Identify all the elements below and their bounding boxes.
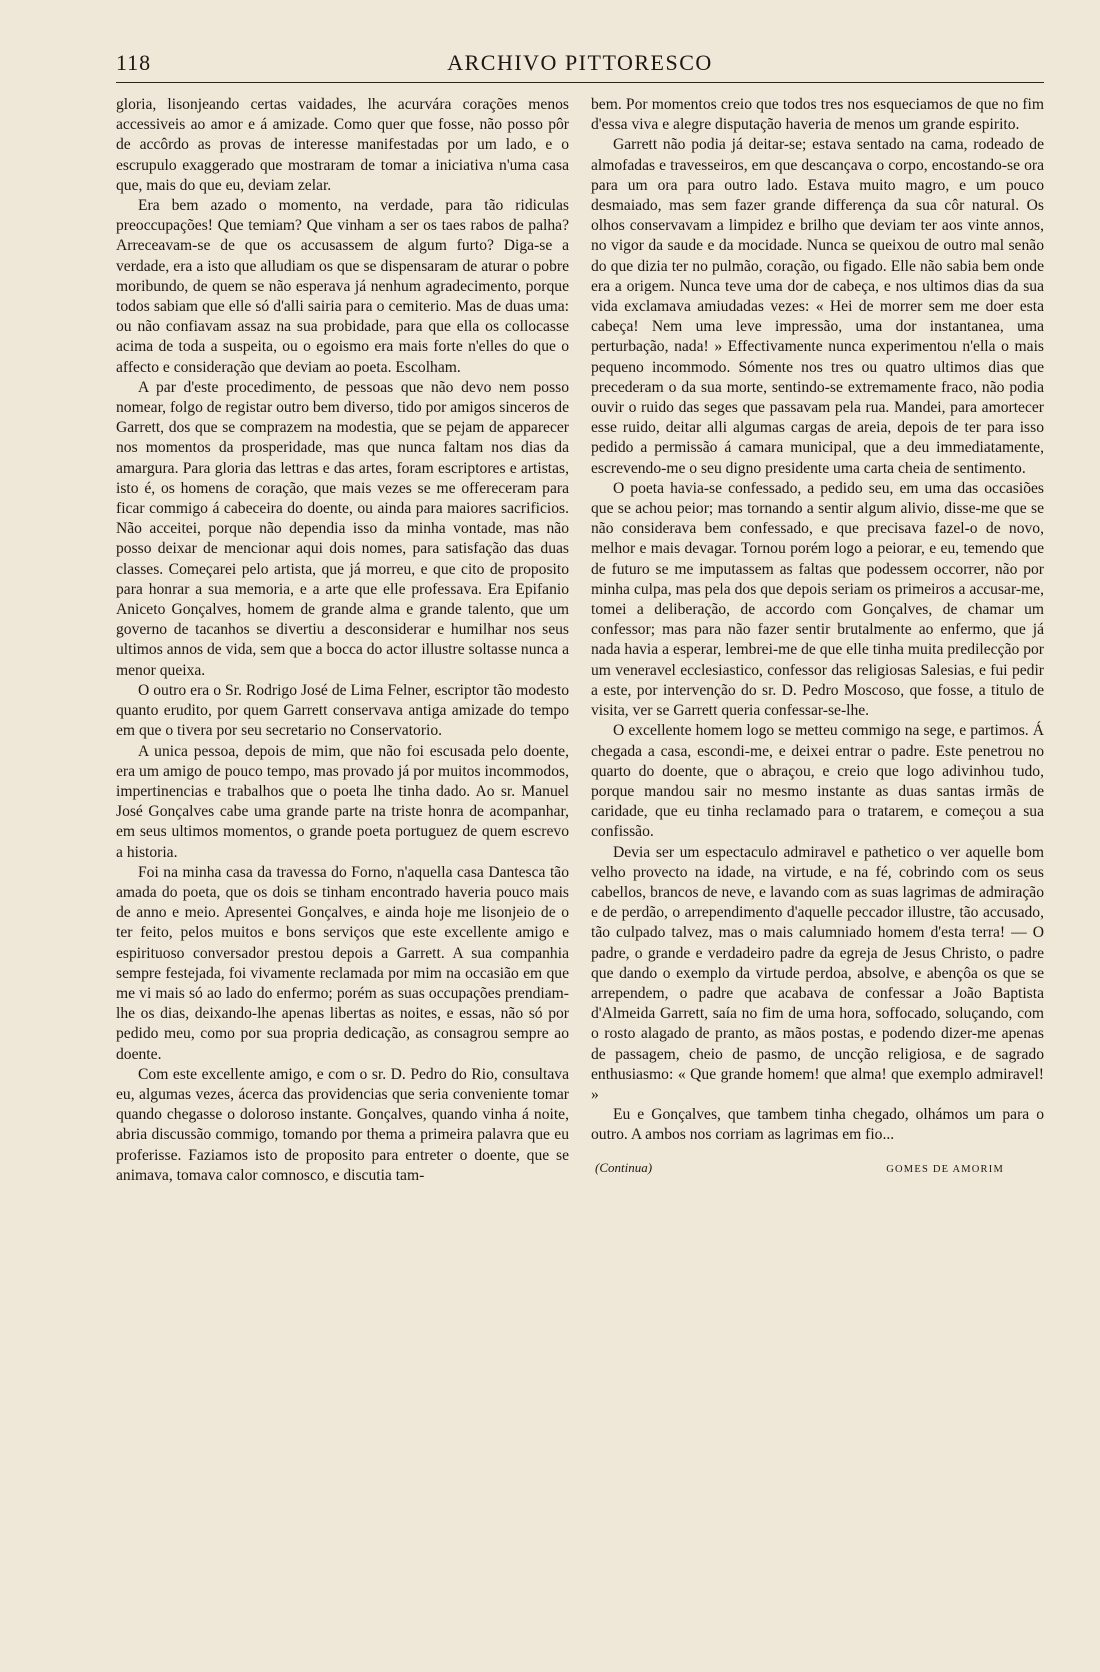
continua-note: (Continua) <box>595 1159 653 1175</box>
paragraph: Devia ser um espectaculo admiravel e pathetico o ver aquelle bom velho provecto na idade, na virtude, e na fé, cobrindo com os seus cabellos, brancos de neve, e lavando com as suas lagrimas de admiração e de perdão, o arrependimento d'aquelle peccador illustre, tão accusado, tão culpado talvez, mas o mais calumniado homem d'esta terra! — O padre, o grande e verdadeiro padre da egreja de Jesus Christo, o padre que dando o exemplo da virtude perdoa, absolve, e abençôa os que se arrependem, o padre que acabava de confessar a João Baptista d'Almeida Garrett, saía no fim de uma hora, soffocado, soluçando, com o rosto alagado de pranto, as mãos postas, e podendo dizer-me apenas de passagem, cheio de pasmo, de uncção religiosa, e de sagrado enthusiasmo: « Que grande homem! que alma! que exemplo admiravel! » <box>591 843 1044 1103</box>
paragraph: Eu e Gonçalves, que tambem tinha chegado, olhámos um para o outro. A ambos nos corriam as lagrimas em fio... <box>591 1106 1044 1144</box>
paragraph: O outro era o Sr. Rodrigo José de Lima Felner, escriptor tão modesto quanto erudito, por quem Garrett conservava antiga amizade do tempo em que o tivera por seu secretario no Conservatorio. <box>116 681 569 740</box>
paragraph: gloria, lisonjeando certas vaidades, lhe acurvára corações menos accessiveis ao amor e á amizade. Como quer que fosse, não posso pôr de accôrdo as provas de interesse manifestadas por um lado, e o escrupulo exaggerado que mostraram de tomar a iniciativa n'uma casa que, mais do que eu, deviam zelar. <box>116 96 569 194</box>
text-columns <box>116 95 1044 1186</box>
right-column <box>591 95 1044 1186</box>
paragraph: O poeta havia-se confessado, a pedido seu, em uma das occasiões que se achou peior; mas tornando a sentir algum alivio, disse-me que se não considerava bem confessado, e que precisava fazel-o de novo, melhor e mais devagar. Tornou porém logo a peiorar, e eu, temendo que de futuro se me imputassem as faltas que podessem occorrer, não por minha culpa, mas pela dos que depois seriam os primeiros a accusar-me, tomei a deliberação, de accordo com Gonçalves, de chamar um confessor; mas para não fazer sentir brutalmente ao enfermo, que já nada havia a esperar, lembrei-me de que elle tinha muita predilecção por um veneravel ecclesiastico, confessor das religiosas Salesias, e fui pedir a este, por intervenção do sr. D. Pedro Moscoso, que fosse, a titulo de visita, ver se Garrett queria confessar-se-lhe. <box>591 479 1044 720</box>
paragraph: Foi na minha casa da travessa do Forno, n'aquella casa Dantesca tão amada do poeta, que os dois se tinham encontrado haveria pouco mais de anno e meio. Apresentei Gonçalves, e ainda hoje me lisonjeio de o ter feito, pelos muitos e bons serviços que este excellente amigo e espirituoso conversador prestou depois a Garrett. A sua companhia sempre festejada, foi vivamente reclamada por mim na occasião em que me vi mais só ao lado do enfermo; porém as suas occupações prendiam-lhe os dias, deixando-lhe apenas libertas as noites, e essas, não só por pedido meu, como por sua propria dedicação, as consagrou sempre ao doente. <box>116 863 569 1063</box>
left-column <box>116 95 569 1186</box>
page-number: 118 <box>116 50 152 75</box>
right-column-paragraphs <box>591 95 1044 1146</box>
paragraph: Era bem azado o momento, na verdade, para tão ridiculas preoccupações! Que temiam? Que vinham a ser os taes rabos de palha? Arreceavam-se de que os accusassem de algum furto? Diga-se a verdade, era a isto que alludiam os que se dispensaram de aturar o pobre moribundo, de quem se não esperava já nenhum agradecimento, porque todos sabiam que elle só d'alli sairia para o cemiterio. Mas de duas uma: ou não confiavam assaz na sua probidade, para que ella os collocasse acima de toda a suspeita, ou o egoismo era mais forte n'elles do que o affecto e consideração que deviam ao poeta. Escolham. <box>116 197 569 376</box>
paragraph: O excellente homem logo se metteu commigo na sege, e partimos. Á chegada a casa, escondi-me, e deixei entrar o padre. Este penetrou no quarto do doente, que o abraçou, e creio que logo adivinhou tudo, porque mandou sair no mesmo instante as duas santas irmãs de caridade, que eu tinha reclamado para o tratarem, e começou a sua confissão. <box>591 722 1044 841</box>
paragraph: bem. Por momentos creio que todos tres nos esqueciamos de que no fim d'essa viva e alegre disputação haveria de menos um grande espirito. <box>591 96 1044 134</box>
paragraph: Com este excellente amigo, e com o sr. D. Pedro do Rio, consultava eu, algumas vezes, ácerca das providencias que seria conveniente tomar quando chegasse o doloroso instante. Gonçalves, quando vinha á noite, abria discussão commigo, tomando por thema a primeira palavra que eu proferisse. Faziamos isto de proposito para entreter o doente, que se animava, tomava calor comnosco, e discutia tam- <box>116 1065 569 1184</box>
page-header <box>116 42 1044 83</box>
paragraph: Garrett não podia já deitar-se; estava sentado na cama, rodeado de almofadas e travesseiros, em que descançava o corpo, encostando-se ora para um ora para outro lado. Estava muito magro, e um pouco desmaiado, mas sem fazer grande differença da sua côr natural. Os olhos conservavam a limpidez e brilho que deviam ter aos vinte annos, no vigor da saude e da mocidade. Nunca se queixou de outro mal senão do que dizia ter no pulmão, coração, ou figado. Elle não sabia bem onde era a origem. Nunca teve uma dor de cabeça, e nos ultimos dias da sua vida exclamava amiudadas vezes: « Hei de morrer sem me doer esta cabeça! Nem uma leve impressão, uma dor instantanea, uma perturbação, nada! » Effectivamente nunca experimentou n'ella o mais pequeno incommodo. Sómente nos tres ou quatro ultimos dias que precederam o da sua morte, sentindo-se extremamente fraco, não podia ouvir o ruido das seges que passavam pela rua. Mandei, para amortecer esse ruido, deitar alli algumas cargas de areia, depois de ter para isso pedido a permissão á camara municipal, que a deu immediatamente, escrevendo-me o seu digno presidente uma carta cheia de sentimento. <box>591 136 1044 477</box>
running-title: ARCHIVO PITTORESCO <box>447 50 713 75</box>
article-footer <box>591 1160 1044 1176</box>
paragraph: A par d'este procedimento, de pessoas que não devo nem posso nomear, folgo de registar outro bem diverso, tido por amigos sinceros de Garrett, dos que se comprazem na modestia, que se pejam de apparecer nos momentos da prosperidade, mas que nunca faltam nos dias da amargura. Para gloria das lettras e das artes, foram escriptores e artistas, isto é, os homens de coração, que mais vezes se me offereceram para ficar commigo á cabeceira do doente, ou ainda para maiores sacrificios. Não acceitei, porque não dependia isso da minha vontade, mas não posso deixar de mencionar aqui dois nomes, para satisfação das duas classes. Começarei pelo artista, que já morreu, e que cito de proposito para honrar a sua memoria, e a arte que elle professava. Era Epifanio Aniceto Gonçalves, homem de grande alma e grande talento, que um governo de tacanhos se divertiu a desconsiderar e humilhar nos seus ultimos annos de vida, sem que a bocca do actor illustre soltasse nunca a menor queixa. <box>116 378 569 679</box>
paragraph: A unica pessoa, depois de mim, que não foi escusada pelo doente, era um amigo de pouco tempo, mas provado já por muitos incommodos, impertinencias e trabalhos que o poeta lhe tinha dado. Ao sr. Manuel José Gonçalves cabe uma grande parte na triste honra de acompanhar, em seus ultimos momentos, o grande poeta portuguez de quem escrevo a historia. <box>116 742 569 861</box>
author-signature: GOMES DE AMORIM <box>886 1163 1004 1175</box>
